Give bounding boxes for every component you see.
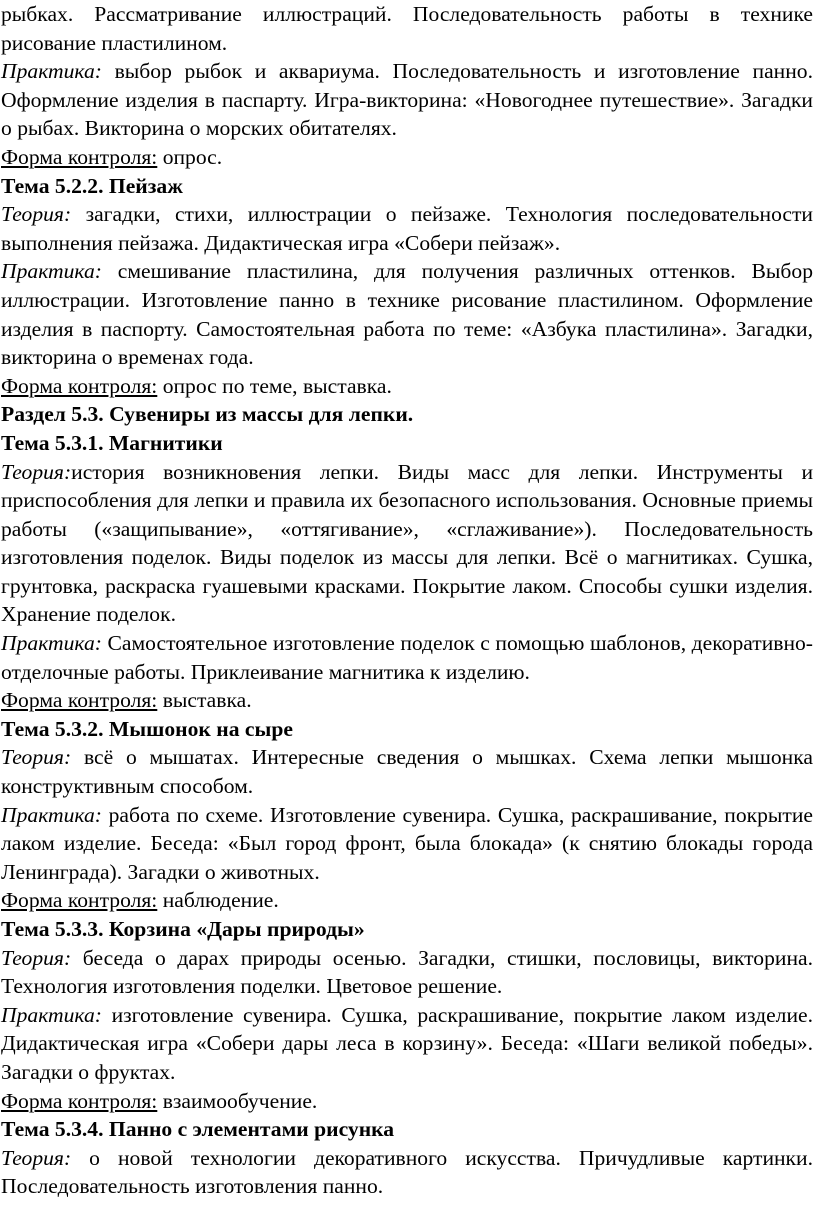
section-heading: Раздел 5.3. Сувениры из массы для лепки. [1,402,414,427]
body-paragraph [1,743,813,800]
paragraph-text: о новой технологии декоративного искусства. Причудливые картинки. Последовательность изготовления панно. [1,1145,813,1199]
body-paragraph [1,57,813,143]
paragraph-text: изготовление сувенира. Сушка, раскрашивание, покрытие лаком изделие. Дидактическая игра «Собери дары леса в корзину». Беседа: «Шаги великой победы». Загадки о фруктах. [1,1002,813,1084]
section-heading: Тема 5.3.4. Панно с элементами рисунка [1,1117,395,1142]
paragraph-label: Теория: [1,459,72,484]
paragraph-label: Теория: [1,745,72,770]
paragraph-text: рыбках. Рассматривание иллюстраций. Последовательность работы в технике рисование пластилином. [1,2,813,55]
body-paragraph [1,0,813,57]
body-paragraph [1,944,813,1001]
control-label: Форма контроля: [1,888,158,913]
paragraph-text: опрос по теме, выставка. [157,373,392,398]
section-heading: Тема 5.3.1. Магнитики [1,430,223,455]
control-label: Форма контроля: [1,144,158,169]
paragraph-label: Теория: [1,202,72,227]
paragraph-label: Практика: [1,259,102,284]
paragraph-text: Самостоятельное изготовление поделок с помощью шаблонов, декоративно-отделочные работы. Приклеивание магнитика к изделию. [1,631,813,684]
paragraph-text: наблюдение. [157,888,279,913]
control-form-paragraph [1,886,813,915]
section-heading: Тема 5.2.2. Пейзаж [1,173,183,198]
body-paragraph [1,1001,813,1087]
paragraph-text: всё о мышатах. Интересные сведения о мышках. Схема лепки мышонка конструктивным способом. [1,745,813,799]
control-form-paragraph [1,143,813,172]
paragraph-text: выбор рыбок и аквариума. Последовательность и изготовление панно. Оформление изделия в паспарту. Игра-викторина: «Новогоднее путешествие». Загадки о рыбах. Викторина о морских обитателях. [1,59,813,141]
paragraph-text: взаимообучение. [157,1088,318,1113]
paragraph-text: история возникновения лепки. Виды масс для лепки. Инструменты и приспособления для лепки и правила их безопасного использования. Основные приемы работы («защипывание», «оттягивание», «сглаживание»). Последовательность изготовления поделок. Виды поделок из массы для лепки. Всё о магнитиках. Сушка, грунтовка, раскраска гуашевыми красками. Покрытие лаком. Способы сушки изделия. Хранение поделок. [1,459,813,627]
body-paragraph [1,458,813,630]
control-label: Форма контроля: [1,1088,158,1113]
body-paragraph [1,629,813,686]
paragraph-text: работа по схеме. Изготовление сувенира. Сушка, раскрашивание, покрытие лаком изделие. Беседа: «Был город фронт, была блокада» (к снятию блокады города Ленинграда). Загадки о животных. [1,802,813,884]
paragraph-text: выставка. [157,688,252,713]
control-form-paragraph [1,1087,813,1116]
body-paragraph [1,257,813,371]
paragraph-label: Практика: [1,1002,102,1027]
section-heading: Тема 5.3.3. Корзина «Дары природы» [1,917,365,941]
body-paragraph [1,200,813,257]
control-label: Форма контроля: [1,373,158,398]
body-paragraph [1,1144,813,1201]
paragraph-label: Практика: [1,59,102,84]
paragraph-text: смешивание пластилина, для получения различных оттенков. Выбор иллюстрации. Изготовление панно в технике рисование пластилином. Оформление изделия в паспорту. Самостоятельная работа по теме: «Азбука пластилина». Загадки, викторина о временах года. [1,259,813,370]
paragraph-label: Теория: [1,945,72,970]
control-form-paragraph [1,372,813,401]
paragraph-label: Теория: [1,1145,72,1170]
control-label: Форма контроля: [1,688,158,713]
paragraph-text: беседа о дарах природы осенью. Загадки, стишки, пословицы, викторина. Технология изготовления поделки. Цветовое решение. [1,945,813,999]
paragraph-text: опрос. [157,144,223,169]
section-heading: Тема 5.3.2. Мышонок на сыре [1,716,293,741]
paragraph-label: Практика: [1,631,102,656]
paragraph-text: загадки, стихи, иллюстрации о пейзаже. Технология последовательности выполнения пейзажа. Дидактическая игра «Собери пейзаж». [1,202,813,255]
paragraph-label: Практика: [1,802,102,827]
control-form-paragraph [1,686,813,715]
body-paragraph [1,801,813,887]
